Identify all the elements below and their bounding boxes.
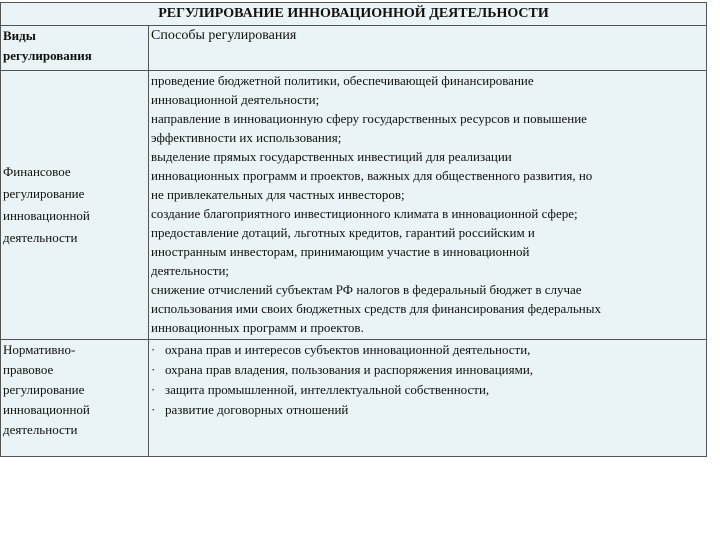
financial-method-line: эффективности их использования; xyxy=(151,130,342,145)
table-title: РЕГУЛИРОВАНИЕ ИННОВАЦИОННОЙ ДЕЯТЕЛЬНОСТИ xyxy=(1,3,707,26)
financial-method-line: деятельности; xyxy=(151,263,230,278)
financial-method-line: иностранным инвесторам, принимающим участие в инновационной xyxy=(151,244,530,259)
normative-label-line: регулирование xyxy=(3,382,85,397)
normative-label-line: деятельности xyxy=(3,422,78,437)
normative-methods-cell xyxy=(149,340,707,457)
financial-method-line: инновационных программ и проектов. xyxy=(151,320,364,335)
financial-method-line: инновационных программ и проектов, важных для общественного развития, но xyxy=(151,168,593,183)
financial-method-line: инновационной деятельности; xyxy=(151,92,320,107)
financial-method-line: проведение бюджетной политики, обеспечивающей финансирование xyxy=(151,73,534,88)
financial-label-line: регулирование xyxy=(3,186,85,201)
financial-label-cell xyxy=(1,71,149,340)
header-methods-cell: Способы регулирования xyxy=(149,26,707,71)
financial-method-line: предоставление дотаций, льготных кредитов, гарантий российским и xyxy=(151,225,535,240)
list-item xyxy=(151,340,704,360)
normative-item-text: защита промышленной, интеллектуальной собственности, xyxy=(165,382,490,397)
bullet-icon: · xyxy=(151,362,156,377)
financial-label-line: деятельности xyxy=(3,230,78,245)
financial-method-line: использования ими своих бюджетных средств для финансирования федеральных xyxy=(151,301,601,316)
bullet-icon: · xyxy=(151,402,156,417)
bullet-icon: · xyxy=(151,342,156,357)
financial-method-line: не привлекательных для частных инвесторов; xyxy=(151,187,405,202)
list-item xyxy=(151,380,704,400)
normative-label-line: правовое xyxy=(3,362,54,377)
list-item xyxy=(151,400,704,420)
financial-label-line: инновационной xyxy=(3,208,90,223)
normative-item-text: охрана прав и интересов субъектов инновационной деятельности, xyxy=(165,342,531,357)
normative-label-line: инновационной xyxy=(3,402,90,417)
header-types-line: регулирования xyxy=(3,48,92,63)
header-types-line: Виды xyxy=(3,28,36,43)
normative-label-line: Нормативно- xyxy=(3,342,76,357)
normative-item-text: охрана прав владения, пользования и распоряжения инновациями, xyxy=(165,362,534,377)
financial-label-line: Финансовое xyxy=(3,164,71,179)
regulation-table xyxy=(0,2,707,457)
list-item xyxy=(151,360,704,380)
financial-methods-cell xyxy=(149,71,707,340)
normative-item-text: развитие договорных отношений xyxy=(165,402,349,417)
financial-method-line: направление в инновационную сферу государственных ресурсов и повышение xyxy=(151,111,587,126)
financial-method-line: снижение отчислений субъектам РФ налогов в федеральный бюджет в случае xyxy=(151,282,582,297)
bullet-icon: · xyxy=(151,382,156,397)
header-types-cell xyxy=(1,26,149,71)
financial-method-line: выделение прямых государственных инвестиций для реализации xyxy=(151,149,512,164)
financial-method-line: создание благоприятного инвестиционного климата в инновационной сфере; xyxy=(151,206,578,221)
normative-label-cell xyxy=(1,340,149,457)
